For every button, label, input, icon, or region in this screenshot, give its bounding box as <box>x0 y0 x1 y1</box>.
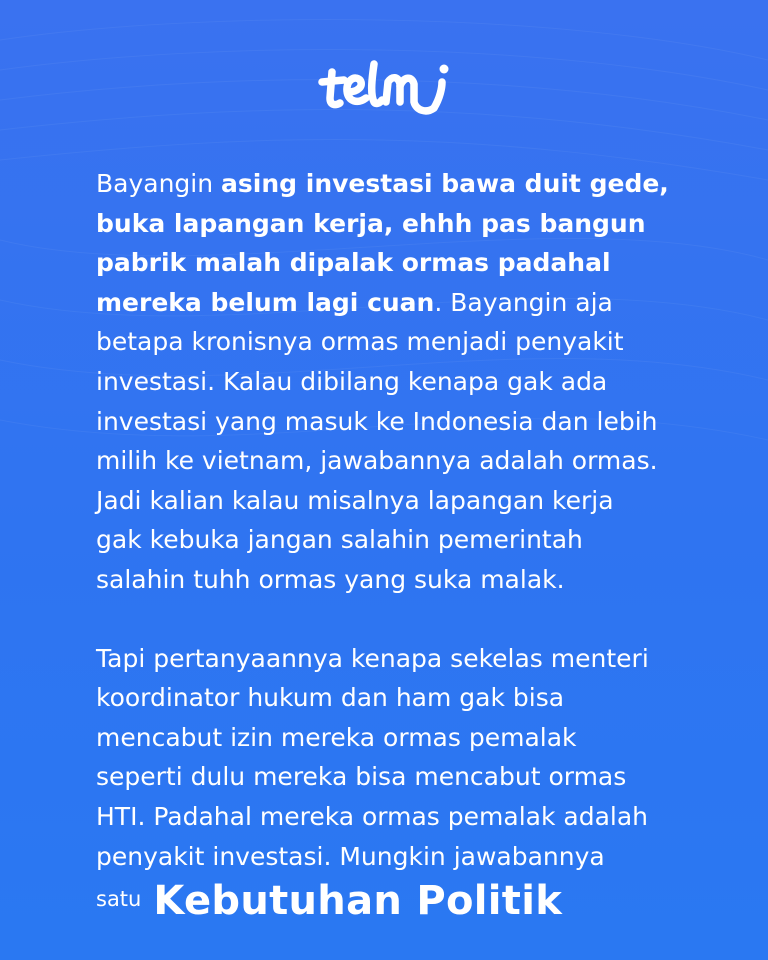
text-line: Bayangin asing investasi bawa duit gede, <box>96 169 669 198</box>
text-line: HTI. Padahal mereka ormas pemalak adalah <box>96 801 649 831</box>
paragraph-gap <box>96 600 736 639</box>
text-line: milih ke vietnam, jawabannya adalah ormas. <box>96 446 658 476</box>
text-line: mencabut izin mereka ormas pemalak <box>96 722 577 752</box>
text-line: Jadi kalian kalau misalnya lapangan kerja <box>96 485 614 515</box>
post-text <box>96 164 736 926</box>
text-line: investasi yang masuk ke Indonesia dan lebih <box>96 406 658 436</box>
closing-small-text: satu <box>96 887 142 912</box>
text-line <box>96 243 736 283</box>
text-line: seperti dulu mereka bisa mencabut ormas <box>96 762 627 792</box>
text-line: Tapi pertanyaannya kenapa sekelas menteri <box>96 643 649 673</box>
text-line <box>96 204 736 244</box>
text-line: betapa kronisnya ormas menjadi penyakit <box>96 327 624 357</box>
text-line: investasi. Kalau dibilang kenapa gak ada <box>96 366 608 396</box>
text-line: koordinator hukum dan ham gak bisa <box>96 683 565 713</box>
text-line: salahin tuhh ormas yang suka malak. <box>96 564 565 594</box>
closing-line <box>96 880 736 926</box>
bold-phrase: buka lapangan kerja, ehhh pas bangun <box>96 208 646 238</box>
text-line: gak kebuka jangan salahin pemerintah <box>96 525 583 555</box>
closing-emphasis: Kebutuhan Politik <box>153 878 563 925</box>
telmi-logo <box>318 58 454 120</box>
text-line: mereka belum lagi cuan. Bayangin aja <box>96 287 613 317</box>
bold-phrase: mereka belum lagi cuan <box>96 287 435 317</box>
bold-phrase: pabrik malah dipalak ormas padahal <box>96 248 611 278</box>
text-line: penyakit investasi. Mungkin jawabannya <box>96 841 605 871</box>
bold-phrase: asing investasi bawa duit gede, <box>221 169 669 198</box>
